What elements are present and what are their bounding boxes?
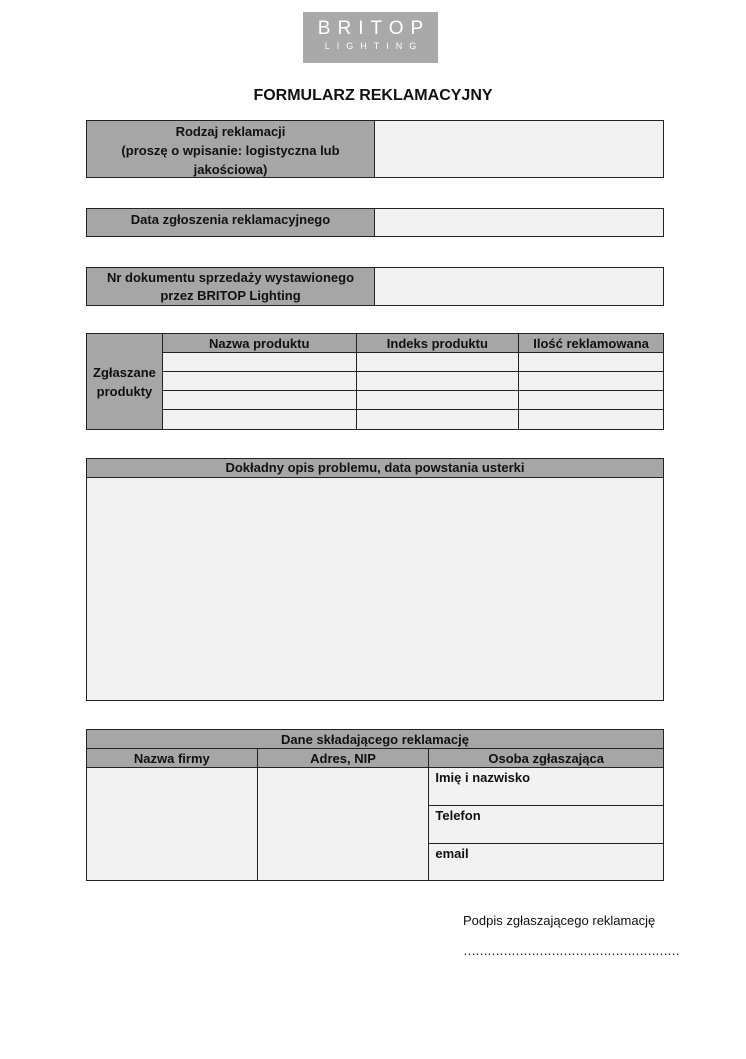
complaint-type-field[interactable] xyxy=(374,120,664,178)
submitter-header: Dane składającego reklamację xyxy=(87,730,664,749)
product-name-cell[interactable] xyxy=(162,353,356,372)
col-company-name: Nazwa firmy xyxy=(87,749,258,768)
description-header-text: Dokładny opis problemu, data powstania usterki xyxy=(225,460,525,475)
products-side-label xyxy=(87,334,163,430)
complaint-type-line2: (proszę o wpisanie: logistyczna lub xyxy=(121,143,340,158)
description-header xyxy=(86,458,664,478)
products-side-label-2: produkty xyxy=(96,383,153,399)
doc-number-label xyxy=(86,267,375,306)
products-table xyxy=(86,333,664,430)
product-name-cell[interactable] xyxy=(162,410,356,430)
name-surname-field[interactable] xyxy=(429,768,664,806)
phone-field[interactable] xyxy=(429,806,664,844)
product-quantity-cell[interactable] xyxy=(519,391,664,410)
col-product-index: Indeks produktu xyxy=(356,334,519,353)
doc-number-line1: Nr dokumentu sprzedaży wystawionego xyxy=(106,270,355,285)
signature-line[interactable]: ……………………………………………… xyxy=(463,943,679,958)
logo-line1: BRITOP xyxy=(317,18,431,39)
logo-line2: LIGHTING xyxy=(324,41,424,51)
col-product-name: Nazwa produktu xyxy=(162,334,356,353)
complaint-type-line1: Rodzaj reklamacji xyxy=(175,124,286,139)
email-label: email xyxy=(435,846,469,861)
name-surname-label: Imię i nazwisko xyxy=(435,770,531,785)
report-date-text: Data zgłoszenia reklamacyjnego xyxy=(130,212,331,227)
col-quantity: Ilość reklamowana xyxy=(519,334,664,353)
doc-number-line2: przez BRITOP Lighting xyxy=(160,288,301,303)
doc-number-field[interactable] xyxy=(374,267,664,306)
product-row xyxy=(87,410,664,430)
report-date-label xyxy=(86,208,375,237)
complaint-type-label xyxy=(86,120,375,178)
product-index-cell[interactable] xyxy=(356,391,519,410)
product-index-cell[interactable] xyxy=(356,372,519,391)
product-quantity-cell[interactable] xyxy=(519,410,664,430)
form-title: FORMULARZ REKLAMACYJNY xyxy=(253,87,493,104)
submitter-table xyxy=(86,729,664,881)
description-field[interactable] xyxy=(86,477,664,701)
signature-label: Podpis zgłaszającego reklamację xyxy=(463,913,656,928)
product-quantity-cell[interactable] xyxy=(519,372,664,391)
company-name-field[interactable] xyxy=(87,768,258,881)
product-row xyxy=(87,391,664,410)
report-date-field[interactable] xyxy=(374,208,664,237)
col-address-nip: Adres, NIP xyxy=(257,749,429,768)
product-name-cell[interactable] xyxy=(162,372,356,391)
phone-label: Telefon xyxy=(435,808,481,823)
complaint-type-line3: jakościowa) xyxy=(193,162,268,177)
address-nip-field[interactable] xyxy=(257,768,429,881)
products-side-label-1: Zgłaszane xyxy=(93,364,156,380)
product-name-cell[interactable] xyxy=(162,391,356,410)
col-contact-person: Osoba zgłaszająca xyxy=(429,749,664,768)
product-index-cell[interactable] xyxy=(356,353,519,372)
product-index-cell[interactable] xyxy=(356,410,519,430)
product-quantity-cell[interactable] xyxy=(519,353,664,372)
email-field[interactable] xyxy=(429,844,664,881)
product-row xyxy=(87,372,664,391)
product-row xyxy=(87,353,664,372)
britop-logo xyxy=(303,12,438,63)
